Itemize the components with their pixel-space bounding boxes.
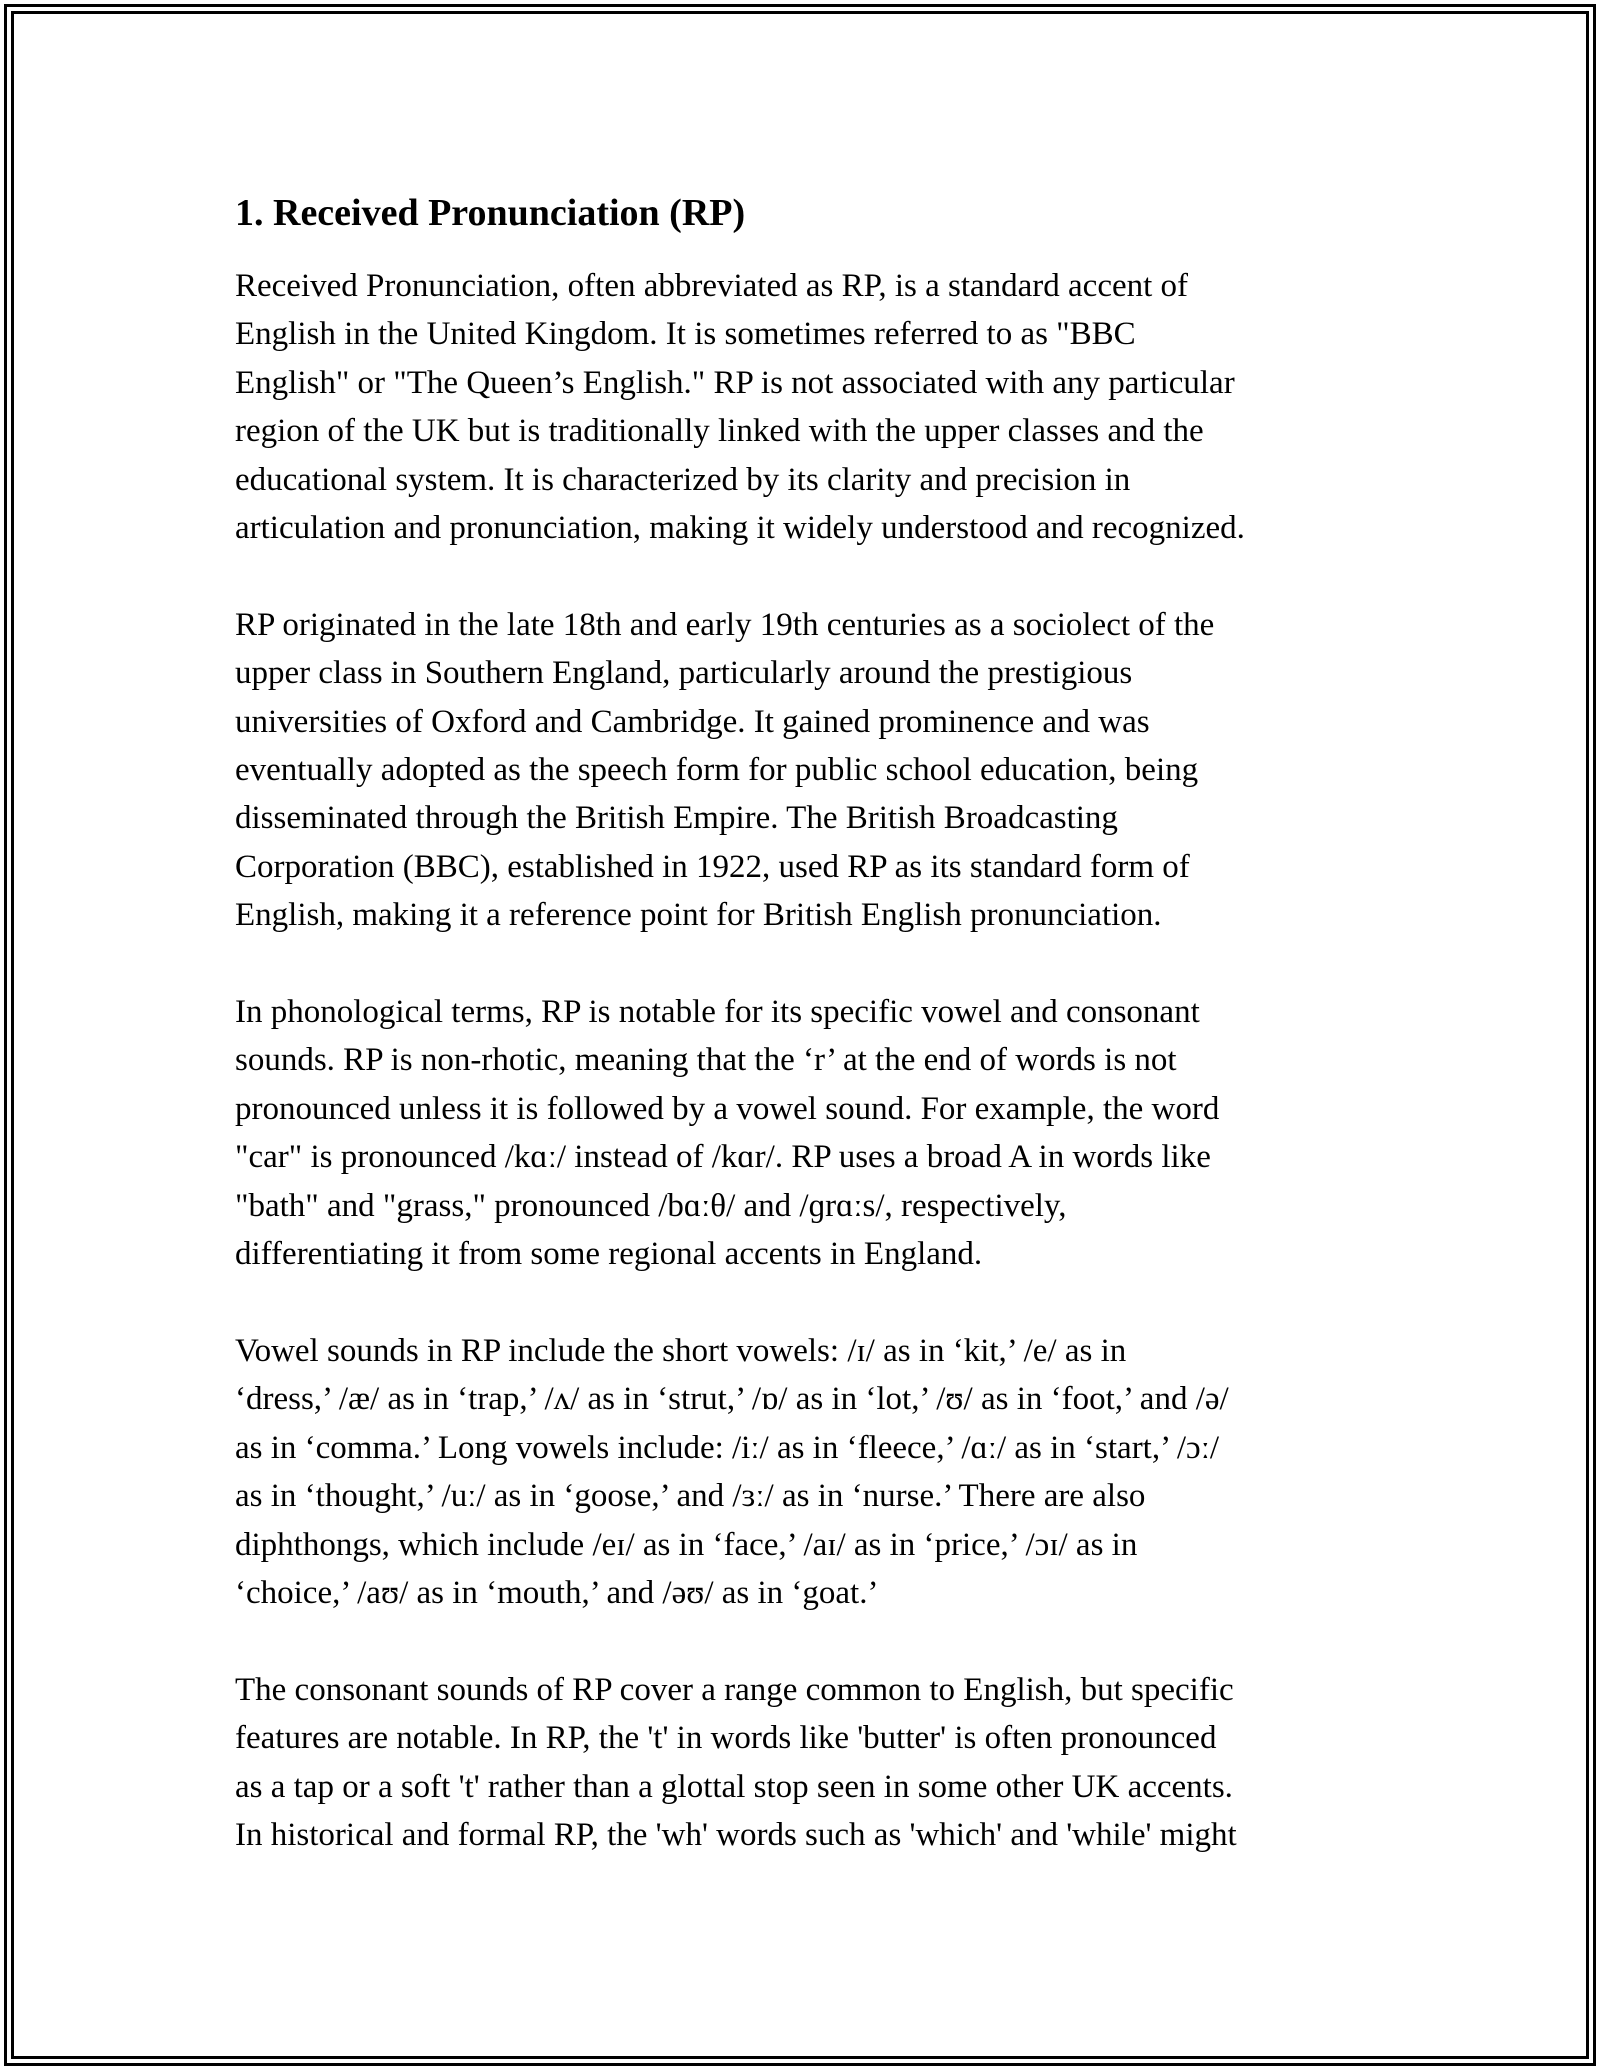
- text-line: pronounced unless it is followed by a vowel sound. For example, the word: [235, 1090, 1220, 1127]
- text-line: region of the UK but is traditionally linked with the upper classes and the: [235, 413, 1204, 450]
- text-line: universities of Oxford and Cambridge. It gained prominence and was: [235, 703, 1150, 740]
- text-line: Vowel sounds in RP include the short vowels: /ɪ/ as in ‘kit,’ /e/ as in: [235, 1332, 1127, 1369]
- text-line: articulation and pronunciation, making it widely understood and recognized.: [235, 510, 1245, 547]
- text-line: In phonological terms, RP is notable for its specific vowel and consonant: [235, 994, 1200, 1031]
- text-line: educational system. It is characterized by its clarity and precision in: [235, 461, 1131, 498]
- text-line: differentiating it from some regional accents in England.: [235, 1236, 983, 1273]
- text-line: as in ‘thought,’ /uː/ as in ‘goose,’ and /ɜː/ as in ‘nurse.’ There are also: [235, 1478, 1146, 1515]
- text-line: features are notable. In RP, the 't' in words like 'butter' is often pronounced: [235, 1720, 1217, 1757]
- text-line: ‘dress,’ /æ/ as in ‘trap,’ /ʌ/ as in ‘strut,’ /ɒ/ as in ‘lot,’ /ʊ/ as in ‘foot,’ and /ə/: [235, 1381, 1229, 1418]
- text-line: Corporation (BBC), established in 1922, used RP as its standard form of: [235, 848, 1190, 885]
- document-body: [235, 186, 1375, 1908]
- text-line: ‘choice,’ /aʊ/ as in ‘mouth,’ and /əʊ/ as in ‘goat.’: [235, 1574, 879, 1611]
- paragraph-rp-phonology: [235, 988, 1375, 1278]
- text-line: English, making it a reference point for British English pronunciation.: [235, 897, 1162, 934]
- text-line: as in ‘comma.’ Long vowels include: /iː/ as in ‘fleece,’ /ɑː/ as in ‘start,’ /ɔː/: [235, 1429, 1220, 1466]
- text-line: RP originated in the late 18th and early 19th centuries as a sociolect of the: [235, 606, 1215, 643]
- text-line: "car" is pronounced /kɑː/ instead of /kɑr/. RP uses a broad A in words like: [235, 1139, 1211, 1176]
- text-line: diphthongs, which include /eɪ/ as in ‘face,’ /aɪ/ as in ‘price,’ /ɔɪ/ as in: [235, 1526, 1138, 1563]
- text-line: "bath" and "grass," pronounced /bɑːθ/ and /ɡrɑːs/, respectively,: [235, 1187, 1067, 1224]
- text-line: In historical and formal RP, the 'wh' words such as 'which' and 'while' might: [235, 1816, 1237, 1853]
- text-line: disseminated through the British Empire. The British Broadcasting: [235, 800, 1118, 837]
- text-line: The consonant sounds of RP cover a range common to English, but specific: [235, 1671, 1234, 1708]
- text-line: upper class in Southern England, particularly around the prestigious: [235, 655, 1133, 692]
- paragraph-rp-consonants: [235, 1666, 1375, 1860]
- text-line: as a tap or a soft 't' rather than a glottal stop seen in some other UK accents.: [235, 1768, 1233, 1805]
- text-line: English in the United Kingdom. It is sometimes referred to as "BBC: [235, 316, 1136, 353]
- paragraph-rp-definition: [235, 262, 1375, 552]
- text-line: Received Pronunciation, often abbreviated as RP, is a standard accent of: [235, 268, 1189, 304]
- text-line: eventually adopted as the speech form for public school education, being: [235, 752, 1199, 789]
- paragraph-rp-history: [235, 601, 1375, 940]
- section-heading: 1. Received Pronunciation (RP): [235, 192, 746, 234]
- text-line: sounds. RP is non-rhotic, meaning that the ‘r’ at the end of words is not: [235, 1042, 1177, 1079]
- paragraph-rp-vowels: [235, 1327, 1375, 1617]
- text-line: English" or "The Queen’s English." RP is not associated with any particular: [235, 364, 1235, 401]
